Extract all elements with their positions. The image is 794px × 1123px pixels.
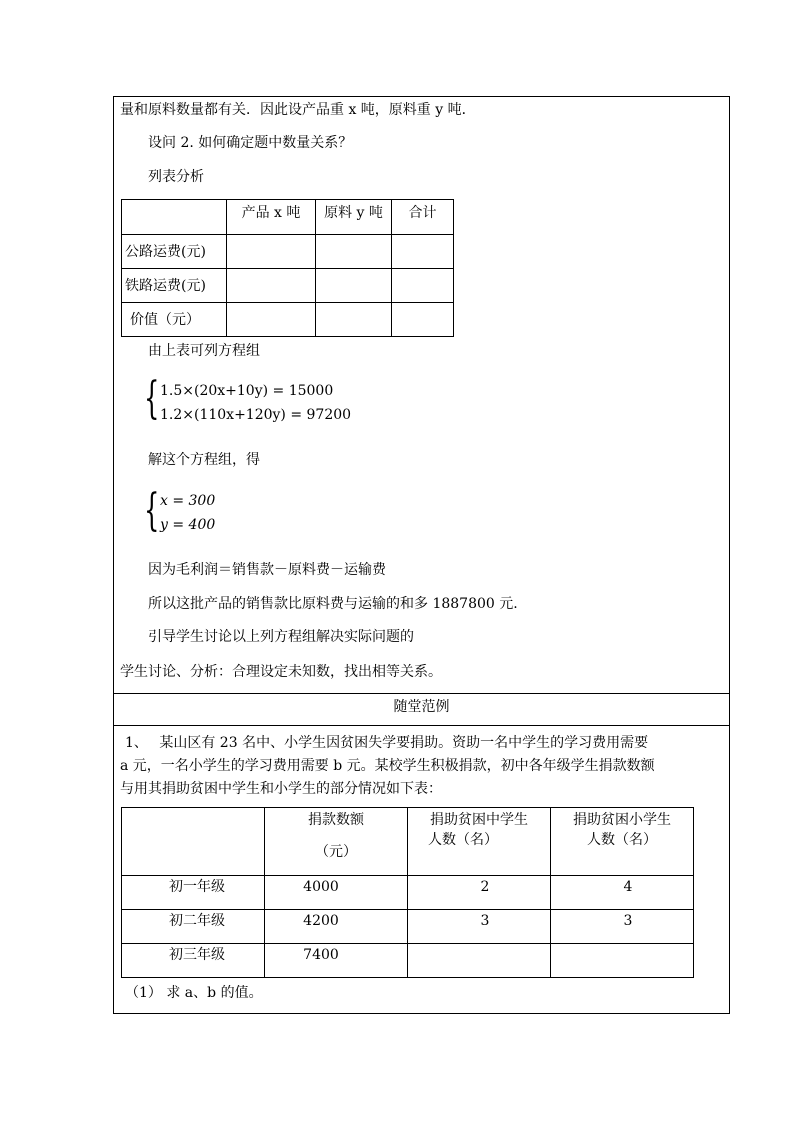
conclusion-line: 所以这批产品的销售款比原料费与运输的和多 1887800 元. [148, 596, 518, 612]
subquestion-1: （1） 求 a、b 的值。 [125, 985, 263, 1001]
analysis-header-empty [122, 200, 227, 235]
grade-cell: 初一年级 [122, 876, 265, 910]
analysis-row-label: 铁路运费(元) [122, 269, 227, 303]
table-row [122, 944, 694, 978]
lesson-frame [113, 96, 730, 1014]
profit-line: 因为毛利润＝销售款－原料费－运输费 [148, 562, 386, 578]
brace-system-2: { [144, 485, 160, 536]
system1-eq2: 1.2×(110x+120y) = 97200 [160, 407, 352, 423]
table-row [122, 910, 694, 944]
donation-header-middle-line2: 人数（名） [428, 832, 498, 848]
system2-eq1: x = 300 [160, 493, 216, 509]
donation-header-middle-line1: 捐助贫困中学生 [430, 812, 528, 828]
section-divider-bottom [114, 725, 729, 726]
analysis-header-total: 合计 [392, 200, 454, 235]
analysis-cell [392, 235, 454, 269]
analysis-header-product: 产品 x 吨 [227, 200, 316, 235]
analysis-table [121, 199, 454, 337]
analysis-cell [392, 303, 454, 337]
discuss-line: 学生讨论、分析：合理设定未知数，找出相等关系。 [120, 664, 442, 680]
donation-header-middle [408, 808, 551, 876]
donation-header-primary [551, 808, 694, 876]
table-analysis-label: 列表分析 [148, 169, 204, 185]
analysis-cell [227, 269, 316, 303]
amount-cell: 4000 [265, 876, 408, 910]
analysis-cell [316, 235, 392, 269]
system1-eq1: 1.5×(20x+10y) = 15000 [160, 383, 334, 399]
donation-table [121, 807, 694, 978]
amount-cell: 4200 [265, 910, 408, 944]
donation-header-primary-line2: 人数（名） [587, 832, 657, 848]
table-row [122, 876, 694, 910]
solve-label: 解这个方程组，得 [148, 452, 260, 468]
section-divider-top [114, 693, 729, 694]
donation-header-empty [122, 808, 265, 876]
middle-count-cell: 2 [408, 876, 551, 910]
middle-count-cell: 3 [408, 910, 551, 944]
brace-system-1: { [144, 373, 160, 424]
question-2: 设问 2. 如何确定题中数量关系？ [148, 135, 353, 151]
system2-eq2: y = 400 [160, 517, 216, 533]
primary-count-cell [551, 944, 694, 978]
analysis-cell [227, 235, 316, 269]
primary-count-cell: 4 [551, 876, 694, 910]
grade-cell: 初二年级 [122, 910, 265, 944]
donation-header-amount-line1: 捐款数额 [308, 812, 364, 828]
analysis-cell [316, 269, 392, 303]
problem-line-1: 1、 某山区有 23 名中、小学生因贫困失学要捐助。资助一名中学生的学习费用需要 [125, 735, 649, 751]
analysis-row-label: 价值（元） [122, 303, 227, 337]
analysis-cell [392, 269, 454, 303]
guide-line: 引导学生讨论以上列方程组解决实际问题的 [148, 629, 414, 645]
primary-count-cell: 3 [551, 910, 694, 944]
analysis-header-material: 原料 y 吨 [316, 200, 392, 235]
analysis-cell [316, 303, 392, 337]
donation-header-amount [265, 808, 408, 876]
middle-count-cell [408, 944, 551, 978]
analysis-row-label: 公路运费(元) [122, 235, 227, 269]
grade-cell: 初三年级 [122, 944, 265, 978]
donation-header-primary-line1: 捐助贫困小学生 [573, 812, 671, 828]
problem-line-3: 与用其捐助贫困中学生和小学生的部分情况如下表： [120, 781, 442, 797]
section-title: 随堂范例 [393, 699, 450, 715]
donation-header-amount-line2: （元） [315, 844, 357, 860]
amount-cell: 7400 [265, 944, 408, 978]
analysis-cell [227, 303, 316, 337]
intro-line: 量和原料数量都有关．因此设产品重 x 吨，原料重 y 吨． [120, 102, 476, 118]
system-intro: 由上表可列方程组 [148, 343, 260, 359]
problem-line-2: a 元，一名小学生的学习费用需要 b 元。某校学生积极捐款，初中各年级学生捐款数额 [120, 758, 655, 774]
